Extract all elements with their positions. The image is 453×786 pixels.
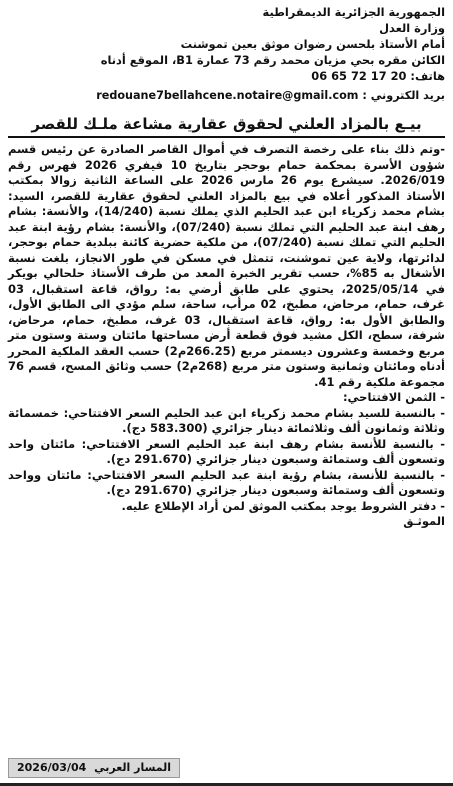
notary-name: أمام الأستاذ بلحسن رضوان موثق بعين تموشنت bbox=[180, 37, 445, 51]
email-line bbox=[8, 88, 445, 104]
publication-stamp bbox=[8, 758, 180, 778]
price-item-2: - بالنسبة للأنسة بشام رهف ابنة عبد الحليم السعر الافتتاحي: مائتان واحد وتسعون ألف وستمائة وسبعون دينار جزائري (291.670 دج). bbox=[8, 436, 445, 466]
price-item-1: - بالنسبة للسيد بشام محمد زكرياء ابن عبد الحليم السعر الافتتاحي: خمسمائة وثلاثة وثمانون ألف وثلاثمائة دينار جزائري (583.300 دج). bbox=[8, 405, 445, 435]
ministry-name: وزارة العدل bbox=[379, 21, 445, 35]
email-label: بريد الكتروني : bbox=[362, 89, 445, 102]
notice-title: بيـع بالمزاد العلني لحقوق عقارية مشاعة ملـك للقصر bbox=[8, 114, 445, 138]
price-item-3: - بالنسبة للأنسة، بشام رؤية ابنة عبد الحليم السعر الافتتاحي: مائتان وواحد وتسعون ألف وستمائة وسبعون دينار جزائري (291.670 دج). bbox=[8, 467, 445, 497]
price-heading: - الثمن الافتتاحي: bbox=[342, 390, 445, 404]
notary-signature: الموثـق bbox=[403, 514, 445, 528]
newspaper-name: المسار العربي bbox=[94, 761, 172, 774]
publication-date: 2026/03/04 bbox=[17, 761, 87, 774]
notary-phone: هاتف: 20 17 72 65 06 bbox=[311, 69, 445, 83]
email-address: redouane7bellahcene.notaire@gmail.com bbox=[96, 89, 359, 102]
conditions-note: - دفتر الشروط يوجد بمكتب الموثق لمن أراد الإطلاع عليه. bbox=[121, 498, 445, 513]
notice-header bbox=[8, 4, 445, 84]
main-paragraph: -وتم ذلك بناء على رخصة التصرف في أموال القاصر الصادرة عن رئيس قسم شؤون الأسرة بمحكمة حمام بوحجر بتاريخ 10 فيفري 2026 فهرس رقم 2026/019. سيشرع يوم 26 مارس 2026 على الساعة الثانية زوالا بمكتب الأستاذ المذكور أعلاه في بيع بالمزاد العلني لحقوق عقارية للقصر، السيد: بشام محمد زكرياء ابن عبد الحليم الذي يملك نسبة (14/240)، والأنسة: بشام رهف ابنة عبد الحليم التي تملك نسبة (07/240)، والأنسة: بشام رؤية ابنة عبد الحليم التي تملك نسبة (07/240)، من ملكية حضرية كائنة ببلدية حمام بوحجر، لدائرتها، ولاية عين تموشنت، تتمثل في مسكن في طور الانجاز، بلغت نسبة الأشغال به 85%، حسب تقرير الخبرة المعد من طرف الأستاذ حلحالي بويكر في 2025/05/14، يحتوي على طابق أرضي به: رواق، قاعة استقبال، 03 غرف، حمام، مرحاض، مطبخ، 02 مرأب، ساحة، سلم مؤدي الى الطابق الأول، والطابق الأول به: رواق، قاعة استقبال، 03 غرف، مطبخ، حمام، مرحاض، شرفة، سطح، الكل مشيد فوق قطعة أرض مساحتها مائتان وستة وستون متر مربع وخمسة وعشرون ديسمتر مربع (266.25م2) حسب العقد الملكية المحرر أدناه ومائتان وثمانية وستون متر مربع (268م2) حسب وثائق المسح، قسم 76 مجموعة ملكية رقم 41. bbox=[8, 142, 446, 389]
notary-address: الكائن مقره بحي مزيان محمد رقم 73 عمارة B1، الموقع أدناه bbox=[100, 53, 445, 67]
republic-name: الجمهورية الجزائرية الديمقراطية bbox=[262, 5, 445, 19]
notice-body bbox=[8, 142, 445, 530]
